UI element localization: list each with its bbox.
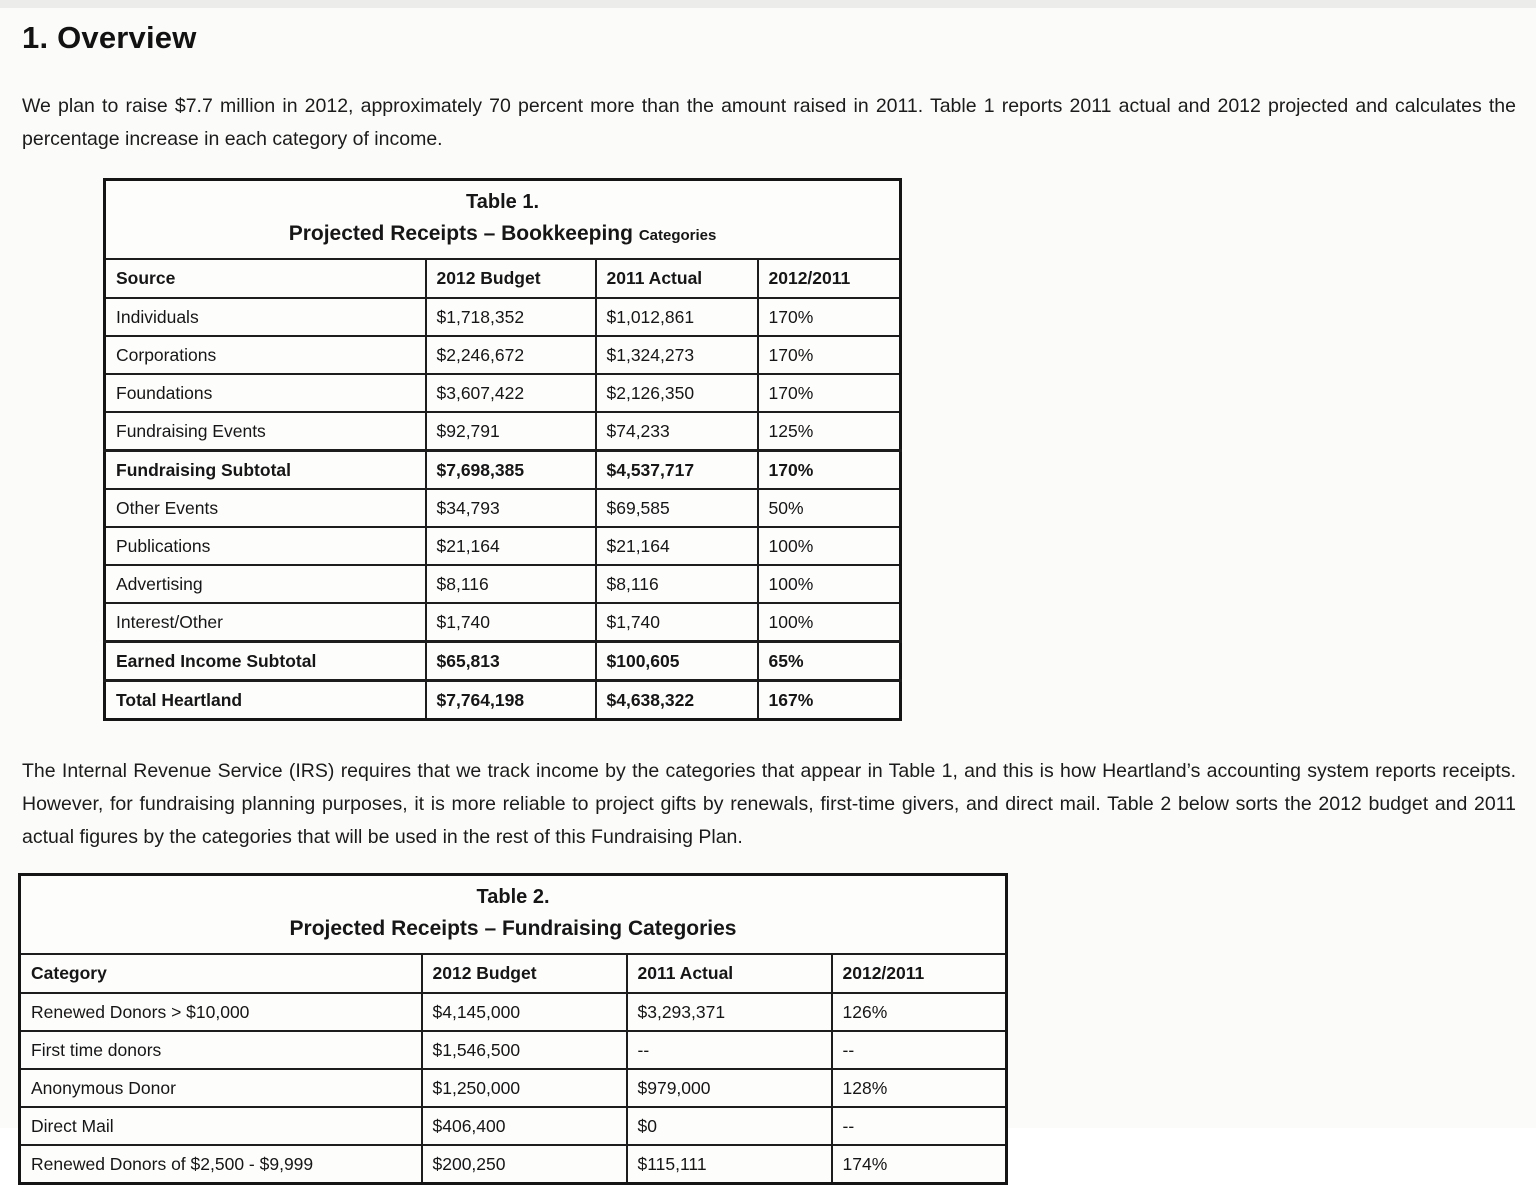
value-cell: 170% xyxy=(758,451,901,490)
value-cell: $1,324,273 xyxy=(596,336,758,374)
table2-subtitle-main: Projected Receipts – Fundraising Categories xyxy=(289,917,737,940)
table1-body xyxy=(105,298,901,720)
table-row xyxy=(105,603,901,642)
value-cell: $100,605 xyxy=(596,642,758,681)
table2-header-row xyxy=(20,954,1007,993)
value-cell: $1,250,000 xyxy=(422,1069,627,1107)
section-heading: 1. Overview xyxy=(22,20,197,55)
row-label-cell: Advertising xyxy=(105,565,426,603)
value-cell: $1,012,861 xyxy=(596,298,758,336)
table-row xyxy=(105,527,901,565)
table2-col-budget: 2012 Budget xyxy=(422,954,627,993)
table-row xyxy=(20,1069,1007,1107)
table-row xyxy=(105,374,901,412)
table-row xyxy=(105,451,901,490)
row-label-cell: Interest/Other xyxy=(105,603,426,642)
table1-col-budget: 2012 Budget xyxy=(426,259,596,298)
value-cell: $1,546,500 xyxy=(422,1031,627,1069)
value-cell: 65% xyxy=(758,642,901,681)
row-label-cell: First time donors xyxy=(20,1031,422,1069)
value-cell: 100% xyxy=(758,603,901,642)
row-label-cell: Publications xyxy=(105,527,426,565)
value-cell: $4,145,000 xyxy=(422,993,627,1031)
value-cell: 100% xyxy=(758,527,901,565)
table1-projected-receipts-bookkeeping xyxy=(103,178,902,721)
value-cell: $21,164 xyxy=(596,527,758,565)
table2-col-category: Category xyxy=(20,954,422,993)
row-label-cell: Renewed Donors of $2,500 - $9,999 xyxy=(20,1145,422,1184)
table2-title: Table 2. xyxy=(476,886,550,908)
value-cell: $21,164 xyxy=(426,527,596,565)
value-cell: $8,116 xyxy=(426,565,596,603)
page-top-edge xyxy=(0,0,1536,8)
table1-col-source: Source xyxy=(105,259,426,298)
table2-projected-receipts-fundraising xyxy=(18,873,1008,1185)
row-label-cell: Renewed Donors > $10,000 xyxy=(20,993,422,1031)
table2-caption xyxy=(20,875,1007,955)
value-cell: -- xyxy=(832,1031,1007,1069)
value-cell: 100% xyxy=(758,565,901,603)
value-cell: -- xyxy=(627,1031,832,1069)
row-label-cell: Individuals xyxy=(105,298,426,336)
value-cell: $92,791 xyxy=(426,412,596,451)
irs-paragraph: The Internal Revenue Service (IRS) requires that we track income by the categories that appear in Table 1, and this is how Heartland’s accounting system reports receipts. However, for fundraising planning purposes, it is more reliable to project gifts by renewals, first-time givers, and direct mail. Table 2 below sorts the 2012 budget and 2011 actual figures by the categories that will be used in the rest of this Fundraising Plan. xyxy=(22,760,1516,848)
table1-col-actual: 2011 Actual xyxy=(596,259,758,298)
table-row xyxy=(105,642,901,681)
value-cell: $2,246,672 xyxy=(426,336,596,374)
value-cell: $3,607,422 xyxy=(426,374,596,412)
value-cell: $4,537,717 xyxy=(596,451,758,490)
table1-subtitle xyxy=(106,220,899,250)
value-cell: $34,793 xyxy=(426,489,596,527)
value-cell: 167% xyxy=(758,681,901,720)
table2-col-actual: 2011 Actual xyxy=(627,954,832,993)
value-cell: $4,638,322 xyxy=(596,681,758,720)
value-cell: $1,740 xyxy=(426,603,596,642)
value-cell: 174% xyxy=(832,1145,1007,1184)
table-row xyxy=(105,565,901,603)
row-label-cell: Fundraising Events xyxy=(105,412,426,451)
value-cell: $7,764,198 xyxy=(426,681,596,720)
value-cell: $8,116 xyxy=(596,565,758,603)
table-row xyxy=(20,993,1007,1031)
value-cell: $115,111 xyxy=(627,1145,832,1184)
row-label-cell: Total Heartland xyxy=(105,681,426,720)
value-cell: $2,126,350 xyxy=(596,374,758,412)
value-cell: $0 xyxy=(627,1107,832,1145)
value-cell: $1,740 xyxy=(596,603,758,642)
table1-caption xyxy=(105,180,901,260)
row-label-cell: Direct Mail xyxy=(20,1107,422,1145)
value-cell: $406,400 xyxy=(422,1107,627,1145)
row-label-cell: Corporations xyxy=(105,336,426,374)
value-cell: 170% xyxy=(758,336,901,374)
value-cell: 126% xyxy=(832,993,1007,1031)
table1-subtitle-small: Categories xyxy=(638,227,717,244)
value-cell: 128% xyxy=(832,1069,1007,1107)
value-cell: $200,250 xyxy=(422,1145,627,1184)
table2-col-ratio: 2012/2011 xyxy=(832,954,1007,993)
table-row xyxy=(20,1031,1007,1069)
value-cell: $3,293,371 xyxy=(627,993,832,1031)
table1-header-row xyxy=(105,259,901,298)
table2-caption-row xyxy=(20,875,1007,955)
row-label-cell: Fundraising Subtotal xyxy=(105,451,426,490)
table-row xyxy=(105,681,901,720)
table1-col-ratio: 2012/2011 xyxy=(758,259,901,298)
value-cell: $74,233 xyxy=(596,412,758,451)
table-row xyxy=(105,336,901,374)
value-cell: $979,000 xyxy=(627,1069,832,1107)
intro-paragraph: We plan to raise $7.7 million in 2012, approximately 70 percent more than the amount raised in 2011. Table 1 reports 2011 actual and 2012 projected and calculates the percentage increase in each category of income. xyxy=(22,95,1516,150)
value-cell: 170% xyxy=(758,374,901,412)
table2-subtitle xyxy=(21,915,1005,945)
value-cell: 125% xyxy=(758,412,901,451)
table1-title: Table 1. xyxy=(466,191,540,213)
row-label-cell: Earned Income Subtotal xyxy=(105,642,426,681)
row-label-cell: Foundations xyxy=(105,374,426,412)
table-row xyxy=(20,1145,1007,1184)
table-row xyxy=(105,298,901,336)
value-cell: 170% xyxy=(758,298,901,336)
table1-subtitle-main: Projected Receipts – Bookkeeping xyxy=(288,222,633,245)
row-label-cell: Anonymous Donor xyxy=(20,1069,422,1107)
value-cell: -- xyxy=(832,1107,1007,1145)
table-row xyxy=(105,412,901,451)
row-label-cell: Other Events xyxy=(105,489,426,527)
value-cell: $69,585 xyxy=(596,489,758,527)
value-cell: $65,813 xyxy=(426,642,596,681)
value-cell: $1,718,352 xyxy=(426,298,596,336)
table-row xyxy=(20,1107,1007,1145)
table-row xyxy=(105,489,901,527)
table1-caption-row xyxy=(105,180,901,260)
value-cell: $7,698,385 xyxy=(426,451,596,490)
value-cell: 50% xyxy=(758,489,901,527)
table2-body xyxy=(20,993,1007,1184)
